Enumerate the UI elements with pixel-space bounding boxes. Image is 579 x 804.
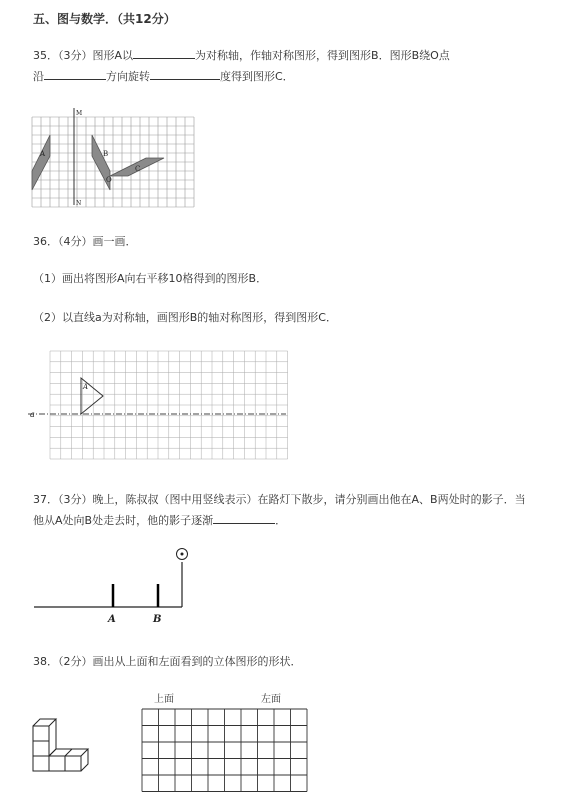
q37-figure [30, 540, 200, 630]
cube-stack [33, 719, 88, 771]
q38-cubes-figure [28, 708, 100, 774]
q38-grid-lines [142, 709, 307, 792]
label-a-shape: A [83, 383, 89, 391]
label-m: M [76, 110, 83, 117]
q35-blank-angle[interactable] [150, 69, 220, 80]
q38-drawing-grid[interactable] [140, 707, 310, 797]
q35-text-d: 方向旋转 [106, 70, 150, 83]
label-b: B [103, 150, 109, 158]
q36-item-2: （2）以直线a为对称轴，画图形B的轴对称图形，得到图形C． [33, 311, 337, 324]
q35-blank-direction[interactable] [44, 69, 106, 80]
q37-blank-shadow[interactable] [213, 513, 275, 524]
q35-grid [32, 117, 194, 207]
q37-text-a: 他从A处向B处走去时，他的影子逐渐 [33, 514, 214, 527]
label-point-b: B [153, 614, 162, 625]
label-n: N [76, 200, 82, 207]
lamp-bulb-icon [181, 553, 184, 556]
label-c: C [135, 165, 141, 173]
q35-text-e: 度得到图形C． [220, 70, 294, 83]
q37-line-2 [33, 512, 286, 528]
q37-text-b: ． [275, 514, 287, 527]
label-point-a: A [108, 614, 116, 625]
label-left-view: 左面 [261, 694, 281, 705]
q38-title: 38．（2分）画出从上面和左面看到的立体图形的形状． [33, 655, 302, 668]
q36-grid [50, 351, 288, 459]
q35-figure [30, 108, 195, 208]
q35-line-1 [33, 47, 450, 63]
q35-text-b: 为对称轴，作轴对称图形，得到图形B．图形B绕O点 [195, 49, 450, 62]
q35-line-2 [33, 68, 294, 84]
label-a: A [40, 150, 46, 158]
section-title: 五、图与数学．（共12分） [33, 12, 176, 26]
q36-item-1: （1）画出将图形A向右平移10格得到的图形B． [33, 272, 268, 285]
q36-figure [28, 347, 288, 461]
q35-text-c: 沿 [33, 70, 44, 83]
q35-text-a: 35．（3分）图形A以 [33, 49, 134, 62]
q36-title: 36．（4分）画一画． [33, 235, 137, 248]
label-o: O [106, 176, 112, 184]
label-top-view: 上面 [154, 694, 174, 705]
label-line-a: a [30, 410, 35, 419]
q37-line-1: 37．（3分）晚上，陈叔叔（图中用竖线表示）在路灯下散步，请分别画出他在A、B两处时的影子．当 [33, 493, 526, 506]
q35-blank-axis[interactable] [133, 48, 195, 59]
